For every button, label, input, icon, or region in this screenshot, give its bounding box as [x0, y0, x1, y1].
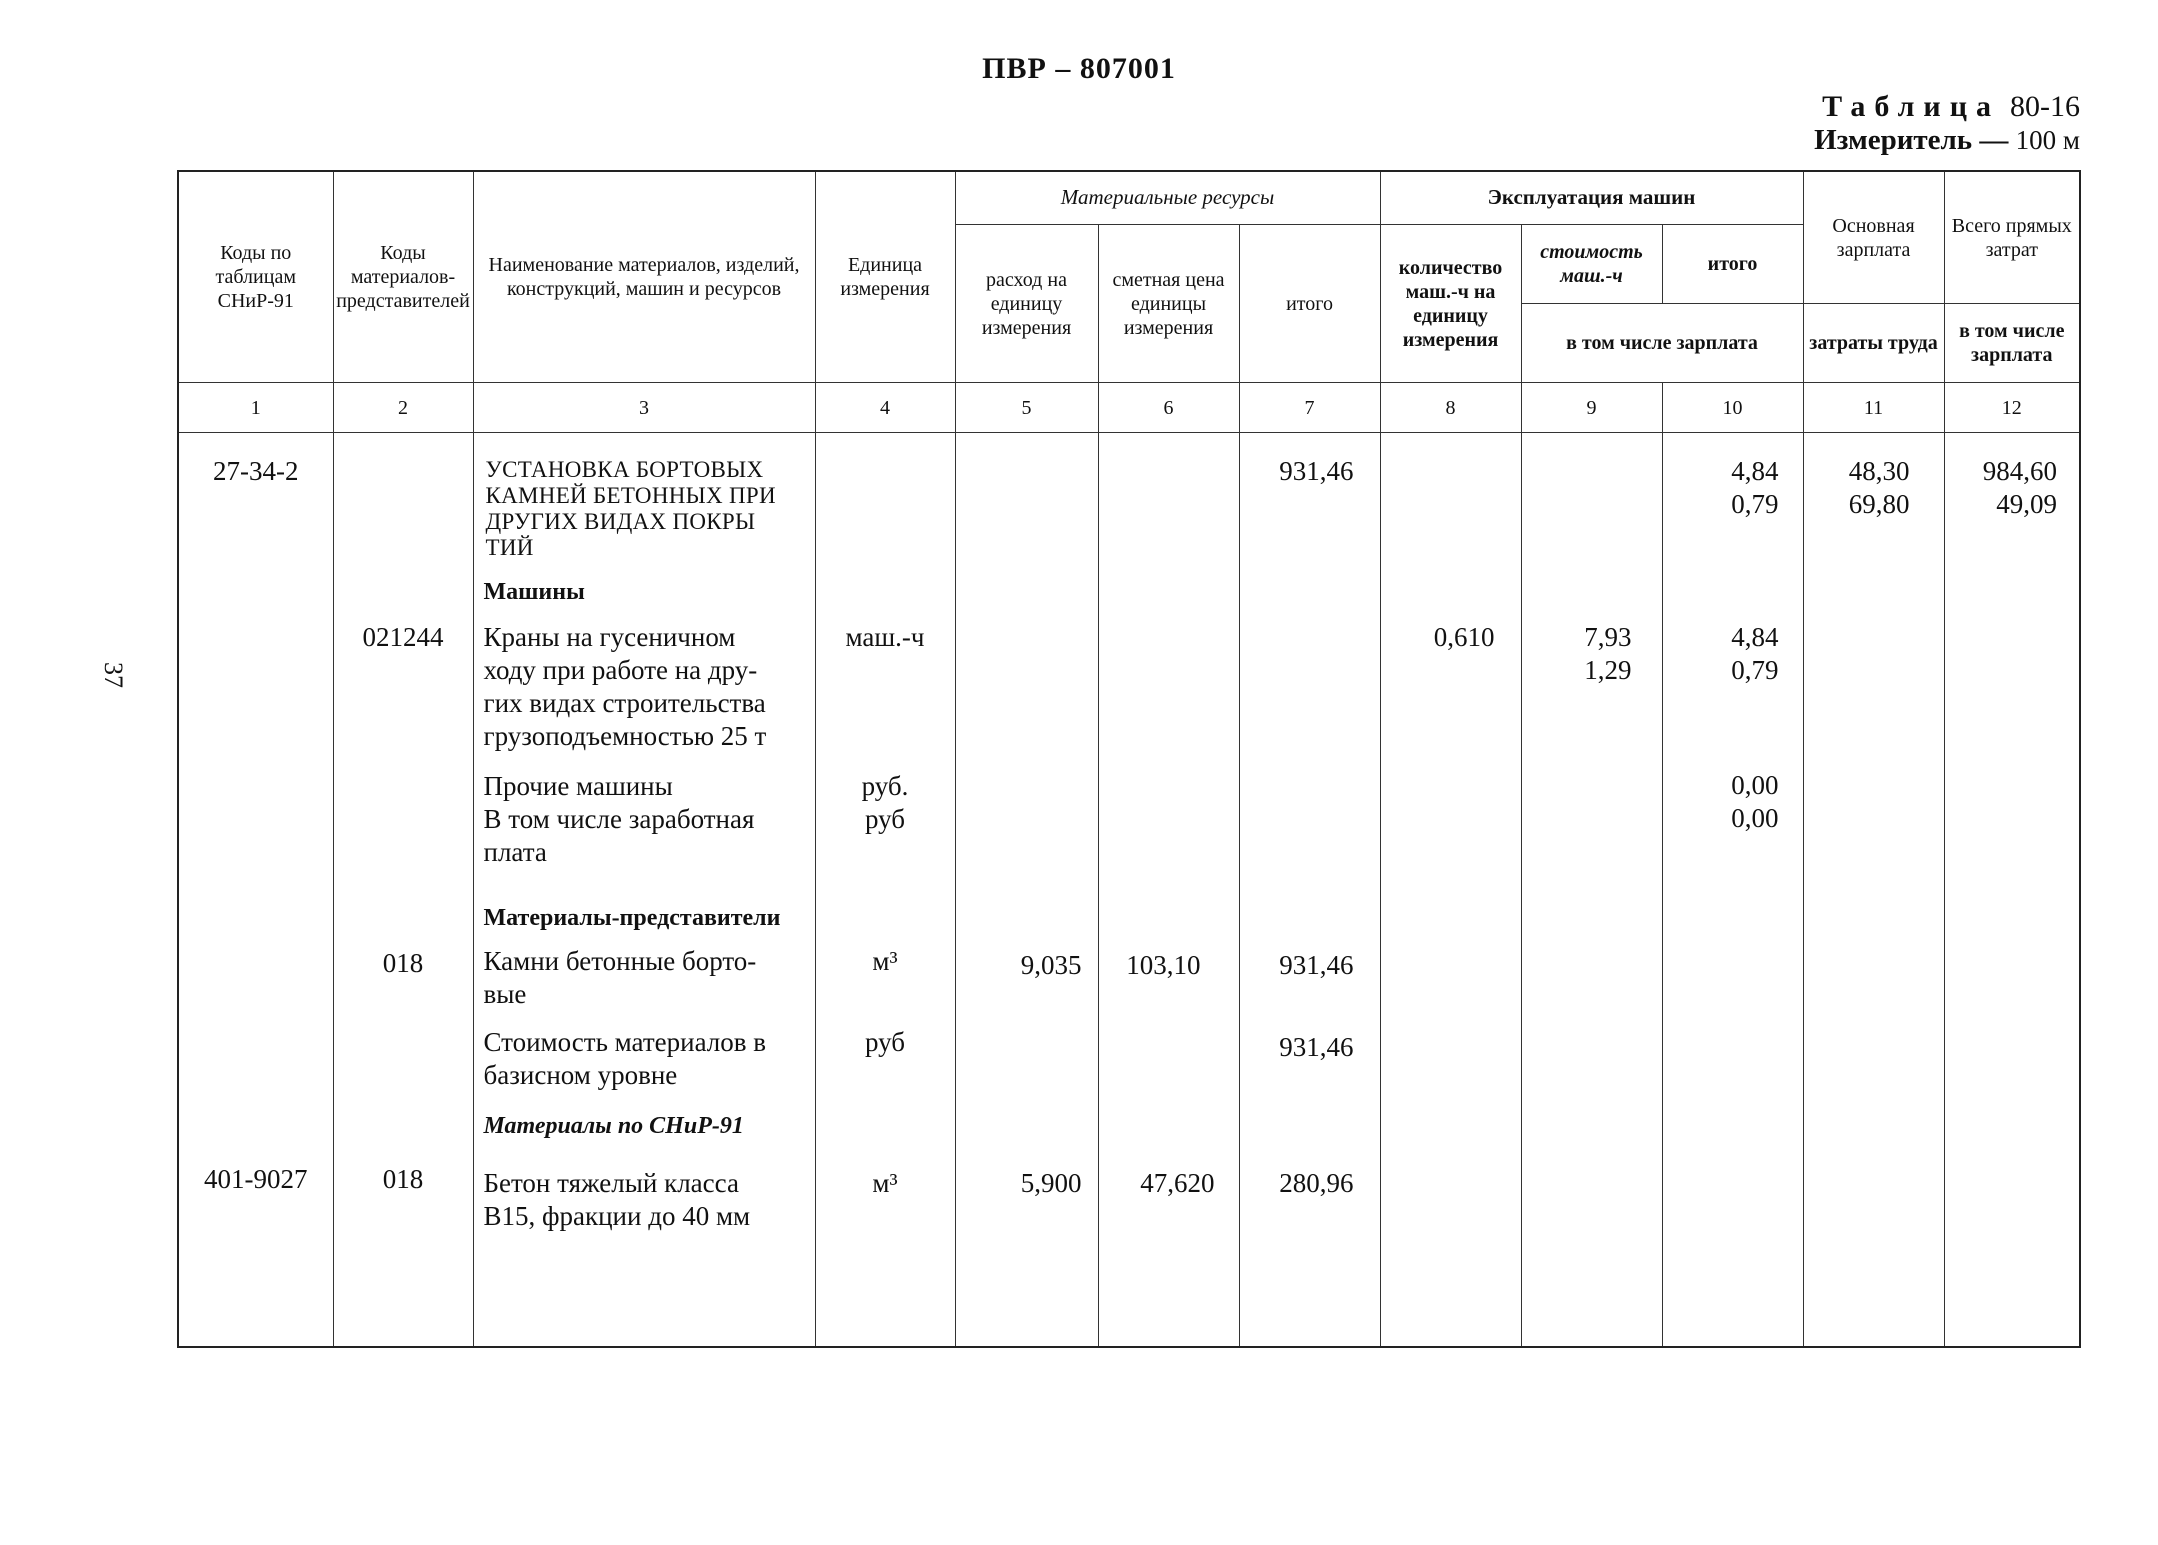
body-col-3 [473, 433, 815, 1348]
concrete-unit: м³ [872, 1168, 898, 1198]
crane-c10-salary: 0,79 [1731, 655, 1779, 685]
body-col-2 [333, 433, 473, 1348]
header-col-3: Наименование материалов, изделий, конструкций, машин и ресурсов [473, 171, 815, 383]
stones-c6: 103,10 [1126, 950, 1201, 980]
crane-line: ходу при работе на дру- [483, 655, 758, 685]
concrete-c6: 47,620 [1140, 1168, 1215, 1198]
concrete-name [484, 1167, 815, 1233]
body-col-7 [1239, 433, 1380, 1348]
stones-c7: 931,46 [1279, 950, 1354, 980]
title-c12-salary: 49,09 [1996, 489, 2058, 519]
crane-c9 [1522, 621, 1632, 687]
crane-code2: 021244 [362, 622, 444, 652]
page-title: ПВР – 807001 [982, 52, 1176, 85]
body-col-4 [815, 433, 955, 1348]
table-number-value: 80-16 [2010, 90, 2080, 123]
header-col-12-sub: в том числе зарплата [1944, 304, 2080, 383]
concrete-line: В15, фракции до 40 мм [483, 1201, 751, 1231]
base-cost-name [484, 1026, 815, 1092]
other-line: В том числе заработная [483, 804, 755, 834]
table-unit [1814, 124, 2080, 157]
col-number-5: 5 [955, 383, 1098, 433]
header-col-4: Единица измерения [815, 171, 955, 383]
col-number-9: 9 [1521, 383, 1662, 433]
header-col-9: стоимость маш.-ч [1521, 225, 1662, 304]
concrete-c7: 280,96 [1279, 1168, 1354, 1198]
title-c11 [1804, 455, 1910, 521]
header-group-materials: Материальные ресурсы [955, 171, 1380, 225]
body-col-12 [1944, 433, 2080, 1348]
stones-unit: м³ [872, 946, 898, 976]
col-number-8: 8 [1380, 383, 1521, 433]
concrete-c5: 5,900 [1020, 1168, 1082, 1198]
base-cost-line: Стоимость материалов в [483, 1027, 767, 1057]
header-group-machines: Эксплуатация машин [1380, 171, 1803, 225]
crane-name [484, 621, 803, 753]
other-line: Прочие машины [483, 771, 673, 801]
col-number-10: 10 [1662, 383, 1803, 433]
crane-c8: 0,610 [1433, 622, 1495, 652]
header-col-6: сметная цена единицы измерения [1098, 225, 1239, 383]
section-machines: Машины [483, 579, 585, 605]
crane-line [484, 621, 803, 654]
title-line: ДРУГИХ ВИДАХ ПОКРЫ [485, 509, 756, 534]
col-number-1: 1 [178, 383, 333, 433]
col-number-12: 12 [1944, 383, 2080, 433]
title-c12 [1945, 455, 2058, 521]
header-col-12: Всего прямых затрат [1944, 171, 2080, 304]
col-number-7: 7 [1239, 383, 1380, 433]
title-c7: 931,46 [1279, 456, 1354, 486]
stones-name [484, 945, 815, 1011]
crane-line: грузоподъемностью 25 т [483, 721, 767, 751]
stones-line: вые [483, 979, 527, 1009]
body-col-6 [1098, 433, 1239, 1348]
header-col-1: Коды по таблицам СНиР-91 [178, 171, 333, 383]
title-c12-total: 984,60 [1982, 456, 2058, 486]
col-number-2: 2 [333, 383, 473, 433]
title-line: УСТАНОВКА БОРТОВЫХ [485, 457, 764, 482]
crane-c9-cost: 7,93 [1584, 622, 1632, 652]
table-label: Таблица [1822, 90, 2000, 123]
crane-c9-salary: 1,29 [1584, 655, 1632, 685]
col-number-3: 3 [473, 383, 815, 433]
other-c10 [1663, 769, 1779, 835]
header-col-5: расход на единицу измерения [955, 225, 1098, 383]
other-unit: руб. [861, 771, 909, 801]
header-col-10: итого [1662, 225, 1803, 304]
concrete-code2: 018 [382, 1164, 424, 1194]
unit-label: Измеритель — [1814, 124, 2009, 156]
other-c10-salary: 0,00 [1731, 803, 1779, 833]
body-col-10 [1662, 433, 1803, 1348]
crane-c10 [1663, 621, 1779, 687]
title-c11-labor: 69,80 [1848, 489, 1910, 519]
concrete-line: Бетон тяжелый класса [483, 1168, 739, 1198]
body-col-8 [1380, 433, 1521, 1348]
col-number-6: 6 [1098, 383, 1239, 433]
body-col-1 [178, 433, 333, 1348]
header-col-2: Коды материалов-представителей [333, 171, 473, 383]
concrete-code1: 401-9027 [204, 1164, 308, 1194]
title-c11-salary: 48,30 [1848, 456, 1910, 486]
stones-code2: 018 [382, 948, 424, 978]
other-line: плата [483, 837, 547, 867]
header-col-9-10-sub: в том числе зарплата [1521, 304, 1803, 383]
col-number-4: 4 [815, 383, 955, 433]
other-c10-total: 0,00 [1731, 770, 1779, 800]
title-code: 27-34-2 [213, 456, 299, 486]
section-representatives: Материалы-представители [483, 905, 781, 931]
other-unit-salary: руб [864, 804, 906, 834]
title-line: КАМНЕЙ БЕТОННЫХ ПРИ [485, 483, 776, 508]
stones-c5: 9,035 [1020, 950, 1082, 980]
body-col-5 [955, 433, 1098, 1348]
section-snir: Материалы по СНиР-91 [483, 1113, 744, 1139]
title-name [486, 457, 807, 561]
title-c10 [1663, 455, 1779, 521]
page-number: 37 [99, 662, 128, 688]
col-number-11: 11 [1803, 383, 1944, 433]
header-col-8: количество маш.-ч на единицу измерения [1380, 225, 1521, 383]
crane-unit: маш.-ч [845, 622, 925, 652]
base-cost-c7: 931,46 [1279, 1032, 1354, 1062]
title-c10-salary: 0,79 [1731, 489, 1779, 519]
title-c10-total: 4,84 [1731, 456, 1779, 486]
table-number [1822, 90, 2080, 124]
header-col-11-sub: затраты труда [1803, 304, 1944, 383]
crane-c10-total: 4,84 [1731, 622, 1779, 652]
title-line: ТИЙ [485, 535, 534, 560]
crane-line-text: Краны на гусеничном [483, 622, 736, 652]
header-col-7: итого [1239, 225, 1380, 383]
body-col-11 [1803, 433, 1944, 1348]
body-col-9 [1521, 433, 1662, 1348]
stones-line: Камни бетонные борто- [483, 946, 757, 976]
norms-table [177, 170, 2081, 1348]
header-col-11: Основная зарплата [1803, 171, 1944, 304]
crane-line: гих видах строительства [483, 688, 766, 718]
other-name [484, 770, 815, 869]
base-cost-unit: руб [864, 1027, 906, 1057]
base-cost-line: базисном уровне [483, 1060, 678, 1090]
unit-value: 100 м [2015, 125, 2080, 155]
